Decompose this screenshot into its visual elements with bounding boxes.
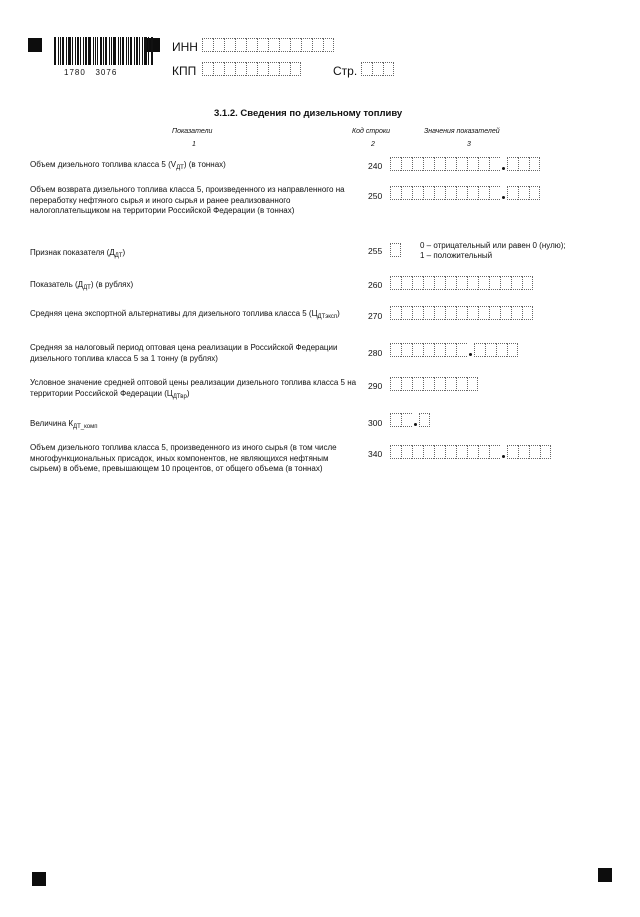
char-cell[interactable] (202, 62, 213, 76)
barcode-bar (54, 37, 56, 65)
char-cell[interactable] (507, 157, 518, 171)
char-cell[interactable] (290, 62, 301, 76)
row-250-code: 250 (368, 191, 383, 201)
char-cell[interactable] (268, 38, 279, 52)
char-cell[interactable] (390, 377, 401, 391)
inn-label: ИНН (172, 40, 198, 54)
barcode-bar (85, 37, 87, 65)
column-indicators-header: Показатели (172, 128, 213, 135)
row-240-label: Объем дизельного топлива класса 5 $(V_{ДТ})$ (в тоннах) (30, 160, 226, 171)
char-cell[interactable] (213, 62, 224, 76)
char-cell[interactable] (390, 306, 401, 320)
char-cell[interactable] (412, 445, 423, 459)
char-cell[interactable] (246, 38, 257, 52)
char-cell[interactable] (279, 38, 290, 52)
char-cell[interactable] (312, 38, 323, 52)
char-cell[interactable] (445, 306, 456, 320)
char-cell[interactable] (478, 186, 489, 200)
char-cell[interactable] (511, 276, 522, 290)
decimal-separator (500, 157, 507, 171)
char-cell[interactable] (423, 306, 434, 320)
page-label: Стр. (333, 64, 358, 78)
char-cell[interactable] (529, 157, 540, 171)
row-340-value[interactable] (390, 445, 551, 459)
char-cell[interactable] (489, 186, 500, 200)
char-cell[interactable] (202, 38, 213, 52)
row-340-label: Объем дизельного топлива класса 5, произведенного из иного сырья (в том числе многофункциональных присадок, иных компонентов, не являющихся нефтяным сырьем) в объеме, превышающем 10 процентов, от общего объема (в тоннах) (30, 443, 337, 473)
char-cell[interactable] (257, 62, 268, 76)
barcode-bar (75, 37, 76, 65)
char-cell[interactable] (401, 343, 412, 357)
char-cell[interactable] (445, 157, 456, 171)
char-cell[interactable] (401, 186, 412, 200)
char-cell[interactable] (419, 413, 430, 427)
char-cell[interactable] (467, 306, 478, 320)
char-cell[interactable] (257, 38, 268, 52)
char-cell[interactable] (423, 445, 434, 459)
row-270-value[interactable] (390, 306, 533, 320)
row-260-label: Показатель $(Д_{ДТ})$ (в рублях) (30, 280, 134, 291)
char-cell[interactable] (456, 377, 467, 391)
barcode-bar (105, 37, 107, 65)
barcode-bar (136, 37, 138, 65)
char-cell[interactable] (478, 157, 489, 171)
barcode-bar (100, 37, 102, 65)
char-cell[interactable] (434, 186, 445, 200)
row-300-value[interactable] (390, 413, 430, 427)
char-cell[interactable] (224, 62, 235, 76)
barcode-bar (144, 37, 147, 65)
barcode-bar (128, 37, 129, 65)
char-cell[interactable] (401, 306, 412, 320)
char-cell[interactable] (390, 243, 401, 257)
char-cell[interactable] (478, 276, 489, 290)
char-cell[interactable] (511, 306, 522, 320)
char-cell[interactable] (434, 276, 445, 290)
row-280-value[interactable] (390, 343, 518, 357)
inn-field[interactable] (202, 38, 334, 52)
row-255-label: Признак показателя $(Д_{ДТ})$ (30, 248, 126, 259)
barcode-bar (97, 37, 98, 65)
row-340-code: 340 (368, 449, 383, 459)
char-cell[interactable] (423, 276, 434, 290)
char-cell[interactable] (456, 343, 467, 357)
row-260-value[interactable] (390, 276, 533, 290)
barcode-number: 1780 3076 (64, 68, 118, 77)
char-cell[interactable] (489, 306, 500, 320)
char-cell[interactable] (496, 343, 507, 357)
char-cell[interactable] (518, 445, 529, 459)
char-cell[interactable] (412, 377, 423, 391)
barcode-bar (68, 37, 71, 65)
barcode-bar (122, 37, 124, 65)
char-cell[interactable] (246, 62, 257, 76)
char-cell[interactable] (434, 445, 445, 459)
char-cell[interactable] (401, 276, 412, 290)
barcode-bar (118, 37, 119, 65)
kpp-field[interactable] (202, 62, 301, 76)
char-cell[interactable] (456, 306, 467, 320)
decimal-separator (500, 186, 507, 200)
char-cell[interactable] (213, 38, 224, 52)
char-cell[interactable] (456, 157, 467, 171)
char-cell[interactable] (301, 38, 312, 52)
char-cell[interactable] (518, 157, 529, 171)
char-cell[interactable] (423, 157, 434, 171)
char-cell[interactable] (401, 445, 412, 459)
row-290-label: Условное значение средней оптовой цены реализации дизельного топлива класса 5 на территории Российской Федерации $(Ц_{ДТвр})$ (30, 378, 357, 400)
decimal-separator (412, 413, 419, 427)
char-cell[interactable] (434, 343, 445, 357)
row-250-label: Объем возврата дизельного топлива класса 5, произведенного из направленного на переработку нефтяного сырья и иного сырья и ранее реализованного налогоплательщиком на территории Российской Федерации (в тоннах) (30, 185, 345, 215)
char-cell[interactable] (412, 306, 423, 320)
char-cell[interactable] (434, 157, 445, 171)
char-cell[interactable] (412, 343, 423, 357)
decimal-separator (467, 343, 474, 357)
char-cell[interactable] (390, 343, 401, 357)
barcode-bar (83, 37, 84, 65)
char-cell[interactable] (401, 413, 412, 427)
char-cell[interactable] (268, 62, 279, 76)
char-cell[interactable] (474, 343, 485, 357)
row-255-value[interactable] (390, 243, 401, 257)
char-cell[interactable] (456, 276, 467, 290)
char-cell[interactable] (390, 186, 401, 200)
char-cell[interactable] (412, 157, 423, 171)
barcode-bar (80, 37, 81, 65)
char-cell[interactable] (412, 186, 423, 200)
row-290-value[interactable] (390, 377, 478, 391)
row-290-code: 290 (368, 381, 383, 391)
char-cell[interactable] (507, 343, 518, 357)
row-255-note: 0 – отрицательный или равен 0 (нулю); 1 – положительный (420, 241, 566, 260)
barcode-bar (72, 37, 73, 65)
barcode-bar (148, 37, 149, 65)
barcode-bar (58, 37, 59, 65)
char-cell[interactable] (518, 186, 529, 200)
char-cell[interactable] (401, 377, 412, 391)
barcode-bar (93, 37, 94, 65)
char-cell[interactable] (507, 186, 518, 200)
char-cell[interactable] (361, 62, 372, 76)
char-cell[interactable] (423, 343, 434, 357)
row-280-code: 280 (368, 348, 383, 358)
row-240-value[interactable] (390, 157, 540, 171)
char-cell[interactable] (224, 38, 235, 52)
char-cell[interactable] (489, 157, 500, 171)
row-280-label: Средняя за налоговый период оптовая цена реализации в Российской Федерации дизельного топлива класса 5 за 1 тонну (в рублях) (30, 343, 338, 363)
char-cell[interactable] (485, 343, 496, 357)
row-255-code: 255 (368, 246, 383, 256)
barcode-bar (103, 37, 104, 65)
char-cell[interactable] (489, 445, 500, 459)
barcode-bar (62, 37, 64, 65)
char-cell[interactable] (323, 38, 334, 52)
char-cell[interactable] (445, 276, 456, 290)
column-3-number: 3 (467, 141, 471, 148)
barcode-bar (126, 37, 127, 65)
char-cell[interactable] (235, 38, 246, 52)
char-cell[interactable] (434, 306, 445, 320)
row-270-label: Средняя цена экспортной альтернативы для дизельного топлива класса 5 $(Ц_{ДТэкcп})$ (30, 309, 340, 320)
barcode-bar (151, 37, 153, 65)
barcode-bar (77, 37, 79, 65)
char-cell[interactable] (467, 186, 478, 200)
char-cell[interactable] (390, 276, 401, 290)
section-title: 3.1.2. Сведения по дизельному топливу (214, 108, 403, 119)
char-cell[interactable] (445, 377, 456, 391)
registration-mark-top-left (28, 38, 42, 52)
char-cell[interactable] (390, 157, 401, 171)
char-cell[interactable] (529, 186, 540, 200)
char-cell[interactable] (467, 445, 478, 459)
char-cell[interactable] (445, 186, 456, 200)
row-300-code: 300 (368, 418, 383, 428)
char-cell[interactable] (372, 62, 383, 76)
registration-mark-bottom-left (32, 872, 46, 886)
char-cell[interactable] (522, 276, 533, 290)
char-cell[interactable] (445, 445, 456, 459)
char-cell[interactable] (500, 276, 511, 290)
char-cell[interactable] (500, 306, 511, 320)
char-cell[interactable] (390, 445, 401, 459)
barcode-bar (134, 37, 135, 65)
barcode-bar (88, 37, 91, 65)
barcode-bar (60, 37, 61, 65)
char-cell[interactable] (445, 343, 456, 357)
decimal-separator (500, 445, 507, 459)
char-cell[interactable] (383, 62, 394, 76)
barcode-bar (66, 37, 67, 65)
column-2-number: 2 (371, 141, 375, 148)
char-cell[interactable] (290, 38, 301, 52)
page-field[interactable] (361, 62, 394, 76)
char-cell[interactable] (423, 377, 434, 391)
char-cell[interactable] (456, 445, 467, 459)
barcode-bar (109, 37, 110, 65)
barcode (54, 37, 154, 65)
registration-mark-bottom-right (598, 868, 612, 882)
barcode-bar (139, 37, 140, 65)
barcode-bar (95, 37, 96, 65)
row-240-code: 240 (368, 161, 383, 171)
row-260-code: 260 (368, 280, 383, 290)
char-cell[interactable] (423, 186, 434, 200)
char-cell[interactable] (467, 377, 478, 391)
char-cell[interactable] (401, 157, 412, 171)
char-cell[interactable] (235, 62, 246, 76)
barcode-bar (113, 37, 116, 65)
char-cell[interactable] (478, 445, 489, 459)
char-cell[interactable] (390, 413, 401, 427)
barcode-bar (111, 37, 112, 65)
char-cell[interactable] (478, 306, 489, 320)
char-cell[interactable] (434, 377, 445, 391)
char-cell[interactable] (467, 276, 478, 290)
barcode-bar (120, 37, 121, 65)
char-cell[interactable] (467, 157, 478, 171)
char-cell[interactable] (489, 276, 500, 290)
char-cell[interactable] (412, 276, 423, 290)
char-cell[interactable] (540, 445, 551, 459)
row-300-label: Величина $К_{ДТ\_комп}$ (30, 419, 98, 430)
column-code-header: Код строки (352, 128, 391, 135)
barcode-bar (130, 37, 132, 65)
char-cell[interactable] (456, 186, 467, 200)
char-cell[interactable] (279, 62, 290, 76)
row-270-code: 270 (368, 311, 383, 321)
char-cell[interactable] (522, 306, 533, 320)
barcode-bar (142, 37, 143, 65)
column-1-number: 1 (192, 141, 196, 148)
column-values-header: Значения показателей (424, 128, 500, 135)
kpp-label: КПП (172, 64, 197, 78)
char-cell[interactable] (507, 445, 518, 459)
row-250-value[interactable] (390, 186, 540, 200)
char-cell[interactable] (529, 445, 540, 459)
